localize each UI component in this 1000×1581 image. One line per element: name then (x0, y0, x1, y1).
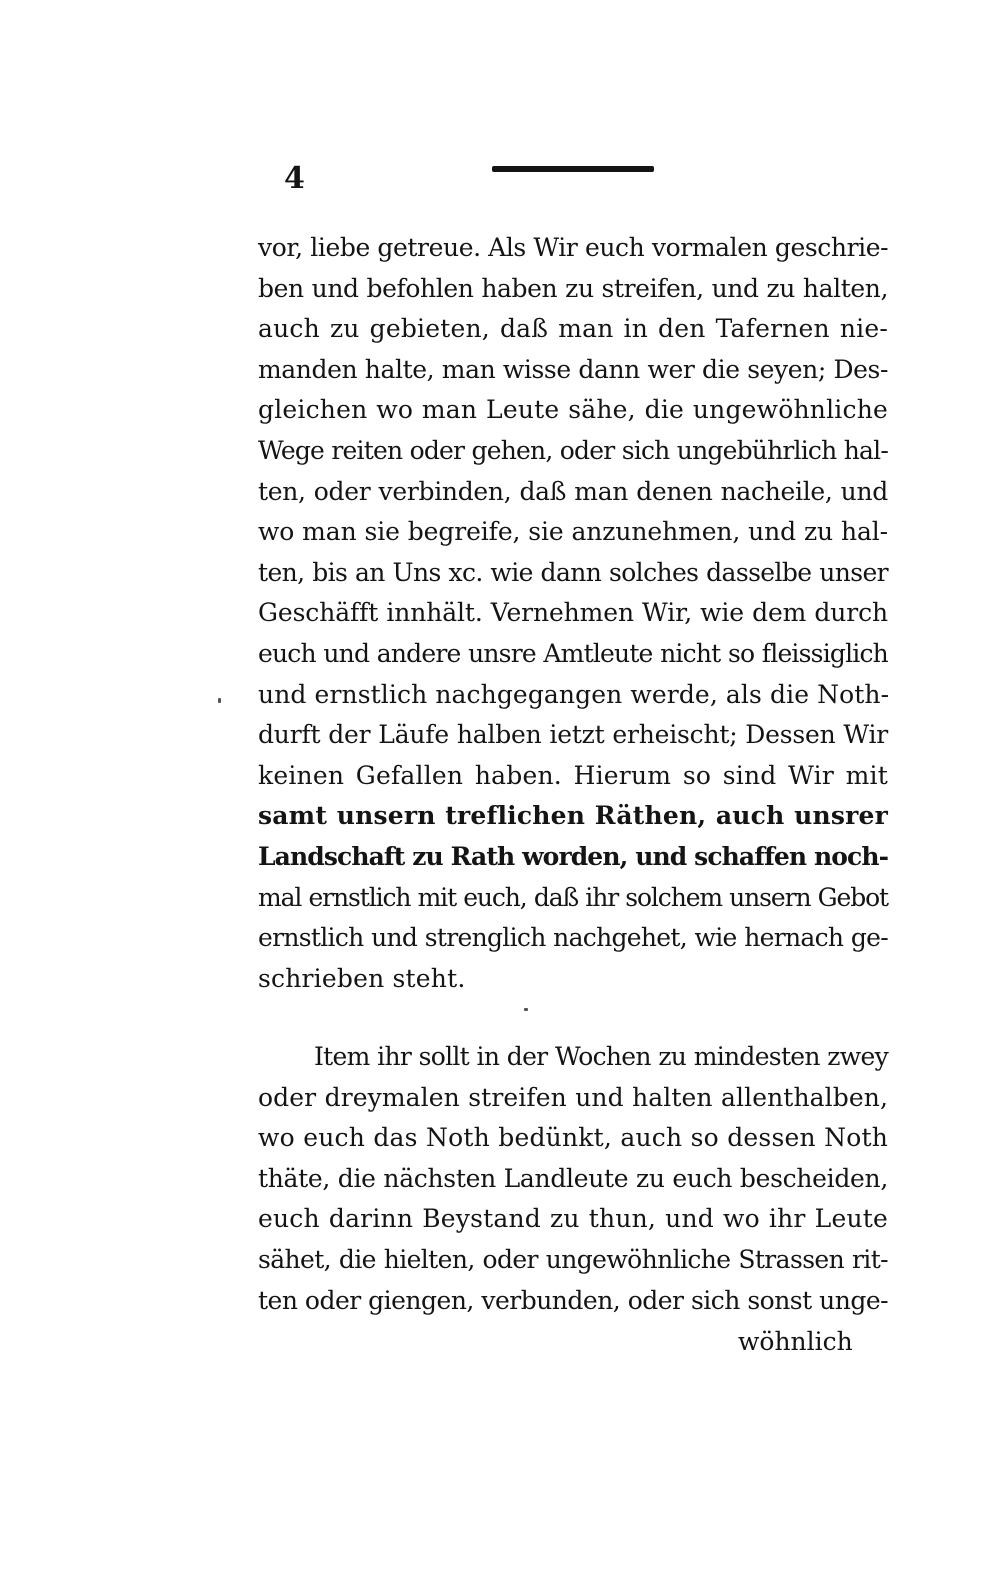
text-line: ten, bis an Uns xc. wie dann solches dasselbe unser (258, 557, 888, 587)
text-line: Wege reiten oder gehen, oder sich ungebührlich hal- (258, 435, 888, 465)
paragraph-1 (258, 228, 888, 999)
text-line: ernstlich und strenglich nachgehet, wie hernach ge- (258, 923, 888, 953)
text-line: oder dreymalen streifen und halten allenthalben, (258, 1082, 888, 1112)
page-number: 4 (284, 161, 305, 196)
text-line: durft der Läufe halben ietzt erheischt; Dessen Wir (258, 720, 888, 750)
text-line: thäte, die nächsten Landleute zu euch bescheiden, (258, 1163, 888, 1193)
paragraph-2 (258, 1037, 888, 1321)
text-line: schrieben steht. (258, 963, 466, 993)
text-line: keinen Gefallen haben. Hierum so sind Wir mit (258, 760, 888, 790)
text-line: Geschäfft innhält. Vernehmen Wir, wie dem durch (258, 598, 888, 628)
text-line: Item ihr sollt in der Wochen zu mindesten zwey (314, 1042, 888, 1071)
text-line: und ernstlich nachgegangen werde, als die Noth- (258, 679, 890, 709)
text-line: wo euch das Noth bedünkt, auch so dessen Noth (258, 1123, 888, 1153)
text-line: euch darinn Beystand zu thun, und wo ihr Leute (258, 1204, 888, 1234)
text-line: manden halte, man wisse dann wer die seyen; Des- (258, 354, 888, 384)
catchword: wöhnlich (738, 1327, 853, 1356)
text-line: auch zu gebieten, daß man in den Tafernen nie- (258, 314, 888, 344)
text-line: euch und andere unsre Amtleute nicht so fleissiglich (258, 638, 888, 668)
text-line: vor, liebe getreue. Als Wir euch vormalen geschrie- (258, 233, 889, 262)
text-line: ten oder giengen, verbunden, oder sich sonst unge- (258, 1285, 889, 1315)
text-line: ten, oder verbinden, daß man denen nacheile, und (258, 476, 888, 506)
text-line: wo man sie begreife, sie anzunehmen, und zu hal- (258, 517, 888, 547)
text-line: gleichen wo man Leute sähe, die ungewöhnliche (258, 395, 888, 425)
text-line: ben und befohlen haben zu streifen, und zu halten, (258, 273, 888, 303)
text-line: samt unsern treflichen Räthen, auch unsrer (258, 801, 888, 831)
print-speck (524, 1008, 528, 1011)
header-rule (492, 166, 654, 172)
text-line: sähet, die hielten, oder ungewöhnliche Strassen rit- (258, 1244, 888, 1274)
print-speck (218, 698, 221, 703)
text-line: Landschaft zu Rath worden, und schaffen noch- (258, 841, 889, 871)
text-line: mal ernstlich mit euch, daß ihr solchem unsern Gebot (258, 882, 888, 912)
